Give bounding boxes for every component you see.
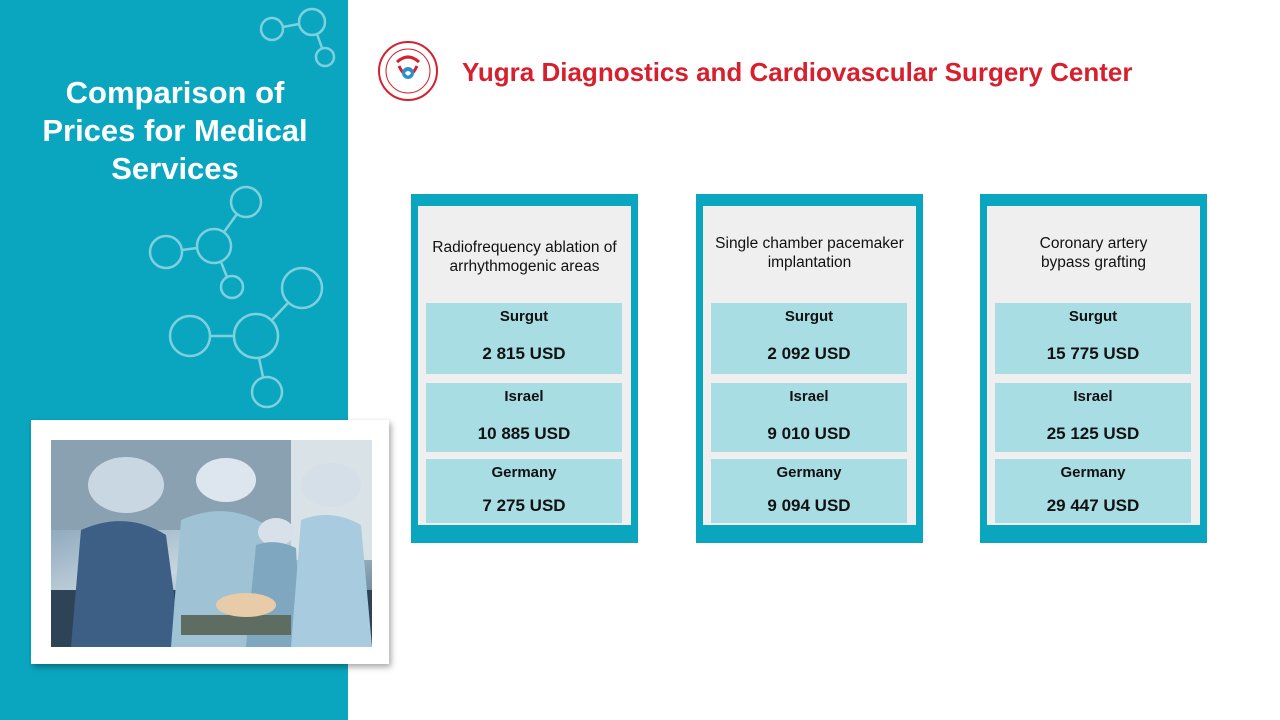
price-cell (995, 459, 1191, 523)
price-cell (995, 383, 1191, 452)
country-label: Germany (491, 464, 557, 481)
price-value: 2 092 USD (767, 344, 851, 363)
price-value: 9 010 USD (767, 424, 851, 443)
procedure-name: Coronary artery bypass grafting (1039, 235, 1148, 271)
price-value: 25 125 USD (1046, 424, 1140, 443)
price-value: 7 275 USD (482, 496, 566, 515)
procedure-name: Single chamber pacemaker implantation (715, 235, 904, 271)
price-value: 15 775 USD (1046, 344, 1140, 363)
price-value: 9 094 USD (767, 496, 851, 515)
page-title: Comparison of Prices for Medical Services (42, 75, 308, 186)
price-cell (426, 383, 622, 452)
procedure-name: Radiofrequency ablation of arrhythmogenic areas (432, 239, 617, 275)
price-cell (426, 303, 622, 374)
heart-center-logo-icon (377, 40, 439, 102)
price-cell (711, 459, 907, 523)
procedure-card (696, 194, 923, 543)
country-label: Germany (1060, 464, 1126, 481)
country-label: Surgut (784, 308, 834, 325)
country-label: Israel (504, 388, 544, 405)
price-cell (995, 303, 1191, 374)
surgery-photo (51, 440, 372, 647)
center-title: Yugra Diagnostics and Cardiovascular Surgery Center (462, 57, 1133, 87)
price-cell (426, 459, 622, 523)
price-value: 2 815 USD (482, 344, 566, 363)
procedure-card-body (703, 206, 916, 525)
country-label: Surgut (1068, 308, 1118, 325)
price-cell (711, 303, 907, 374)
price-value: 10 885 USD (477, 424, 571, 443)
procedure-card (411, 194, 638, 543)
price-value: 29 447 USD (1046, 496, 1140, 515)
price-cell (711, 383, 907, 452)
country-label: Israel (1073, 388, 1113, 405)
country-label: Germany (776, 464, 842, 481)
country-label: Israel (789, 388, 829, 405)
surgery-photo-frame (31, 420, 389, 664)
procedure-card (980, 194, 1207, 543)
procedure-card-body (987, 206, 1200, 525)
country-label: Surgut (499, 308, 549, 325)
procedure-card-body (418, 206, 631, 525)
